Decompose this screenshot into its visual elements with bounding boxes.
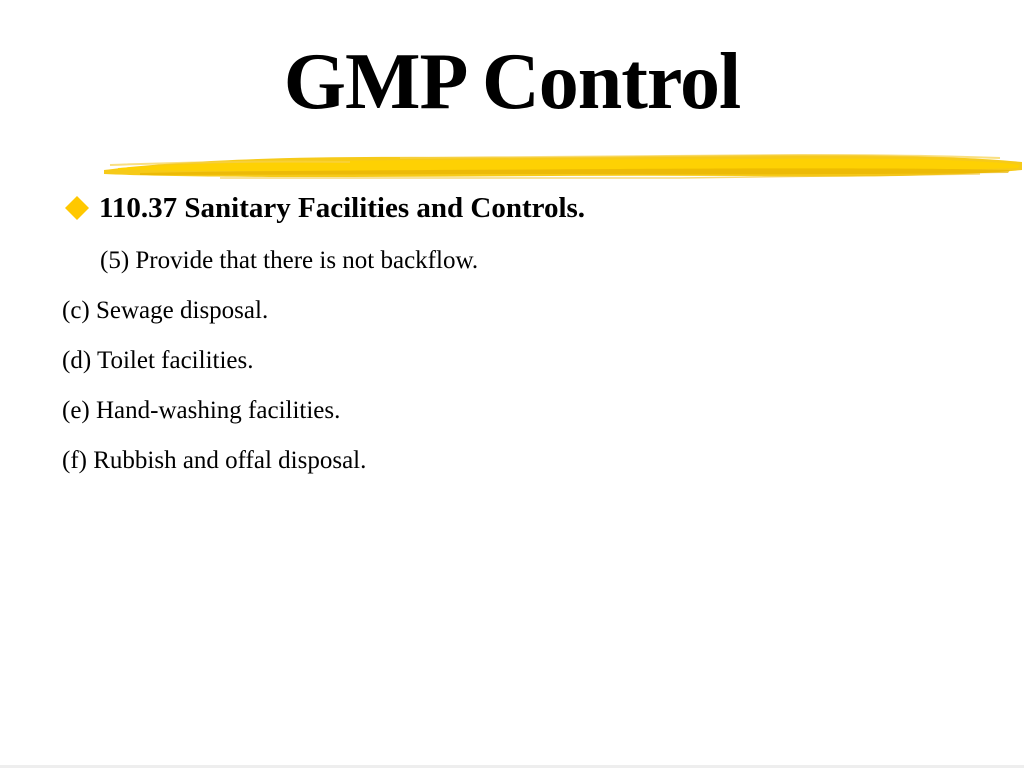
slide-title: GMP Control (283, 38, 741, 126)
list-item: (c) Sewage disposal. (62, 297, 269, 324)
diamond-bullet-icon (64, 195, 90, 221)
bullet-row (64, 190, 585, 226)
yellow-brush-divider (100, 146, 1024, 188)
section-heading: 110.37 Sanitary Facilities and Controls. (99, 192, 586, 224)
list-item: (f) Rubbish and offal disposal. (62, 447, 367, 474)
list-item: (d) Toilet facilities. (62, 347, 254, 374)
sub-item: (5) Provide that there is not backflow. (100, 247, 479, 274)
list-item: (e) Hand-washing facilities. (62, 397, 341, 424)
